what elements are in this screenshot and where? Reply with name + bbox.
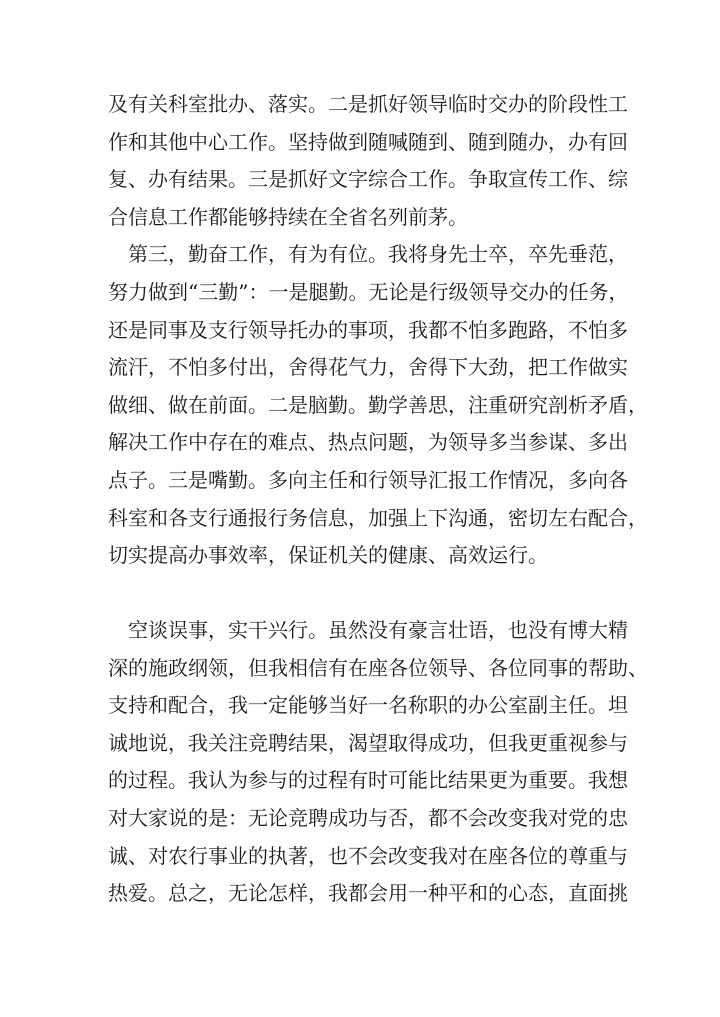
text-line: 切实提高办事效率，保证机关的健康、高效运行。 — [108, 543, 548, 568]
text-line: 努力做到“三勤”：一是腿勤。无论是行级领导交办的任务， — [108, 279, 629, 304]
text-line: 还是同事及支行领导托办的事项，我都不怕多跑路，不怕多 — [108, 317, 628, 342]
text-line: 作和其他中心工作。坚持做到随喊随到、随到随办，办有回 — [108, 129, 628, 154]
text-line: 及有关科室批办、落实。二是抓好领导临时交办的阶段性工 — [108, 92, 628, 116]
text-line: 科室和各支行通报行务信息，加强上下沟通，密切左右配合， — [108, 505, 648, 530]
text-line: 点子。三是嘴勤。多向主任和行领导汇报工作情况，多向各 — [108, 467, 628, 492]
text-line: 流汗，不怕多付出，舍得花气力，舍得下大劲，把工作做实 — [108, 355, 628, 380]
text-line: 解决工作中存在的难点、热点问题，为领导多当参谋、多出 — [108, 430, 628, 455]
text-line: 做细、做在前面。二是脑勤。勤学善思，注重研究剖析矛盾， — [108, 392, 648, 417]
text-line: 对大家说的是：无论竞聘成功与否，都不会改变我对党的忠 — [108, 805, 628, 830]
text-line: 空谈误事，实干兴行。虽然没有豪言壮语，也没有博大精 — [108, 618, 628, 642]
text-line: 复、办有结果。三是抓好文字综合工作。争取宣传工作、综 — [108, 167, 628, 192]
text-line: 深的施政纲领，但我相信有在座各位领导、各位同事的帮助、 — [108, 655, 648, 680]
text-block-2 — [108, 612, 648, 913]
text-line: 第三，勤奋工作，有为有位。我将身先士卒，卒先垂范， — [108, 242, 628, 267]
text-line: 支持和配合，我一定能够当好一名称职的办公室副主任。坦 — [108, 693, 628, 718]
text-line: 诚地说，我关注竞聘结果，渴望取得成功，但我更重视参与 — [108, 730, 628, 755]
text-line: 热爱。总之，无论怎样，我都会用一种平和的心态，直面挑 — [108, 881, 628, 906]
text-line: 合信息工作都能够持续在全省名列前茅。 — [108, 204, 468, 229]
text-block-1 — [108, 86, 648, 575]
text-line: 的过程。我认为参与的过程有时可能比结果更为重要。我想 — [108, 768, 628, 793]
text-line: 诚、对农行事业的执著，也不会改变我对在座各位的尊重与 — [108, 843, 628, 868]
